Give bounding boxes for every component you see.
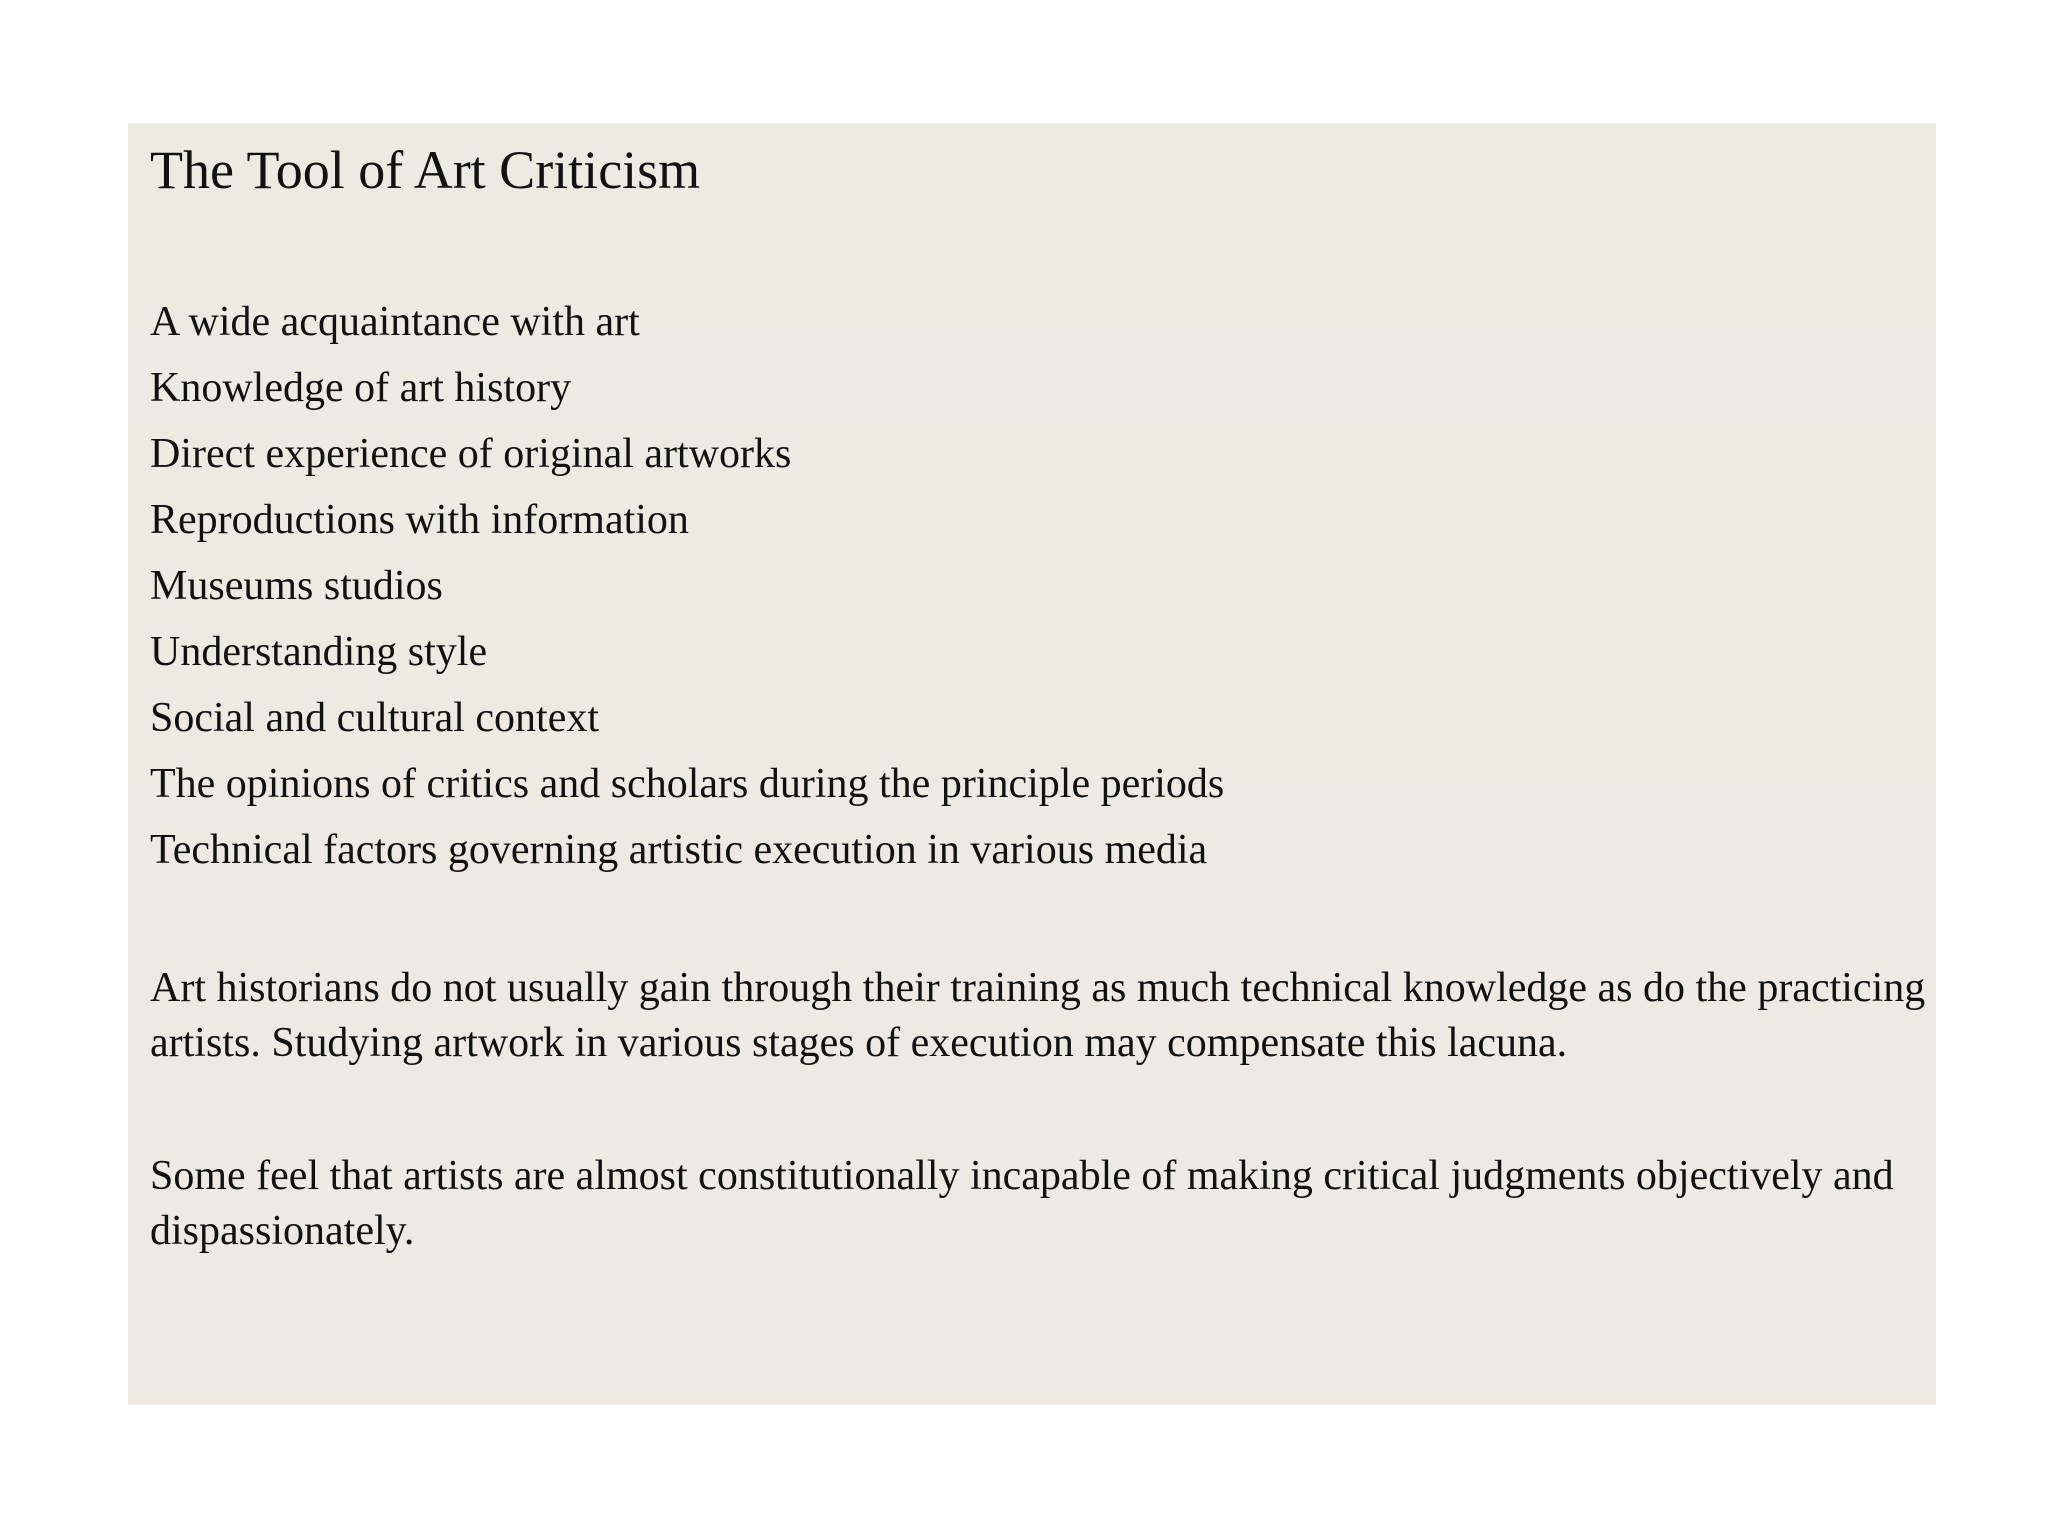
list-item: Knowledge of art history [150, 365, 572, 411]
list-item: Technical factors governing artistic execution in various media [150, 827, 1208, 873]
paragraph-art-historians: Art historians do not usually gain through their training as much technical knowledge as do the practicing artists. Studying artwork in various stages of execution may compensate this lacuna. [150, 965, 1926, 1066]
list-item: The opinions of critics and scholars during the principle periods [150, 761, 1225, 807]
list-item: Direct experience of original artworks [150, 431, 792, 477]
slide-panel [128, 123, 1936, 1405]
list-item: Reproductions with information [150, 497, 689, 543]
paragraph-artists-judgment: Some feel that artists are almost constitutionally incapable of making critical judgments objectively and dispassionately. [150, 1153, 1894, 1254]
list-item: Social and cultural context [150, 695, 600, 741]
list-item: Understanding style [150, 629, 488, 675]
slide-title: The Tool of Art Criticism [150, 140, 701, 200]
list-item: A wide acquaintance with art [150, 299, 640, 345]
list-item: Museums studios [150, 563, 443, 609]
tools-list [150, 289, 1224, 883]
